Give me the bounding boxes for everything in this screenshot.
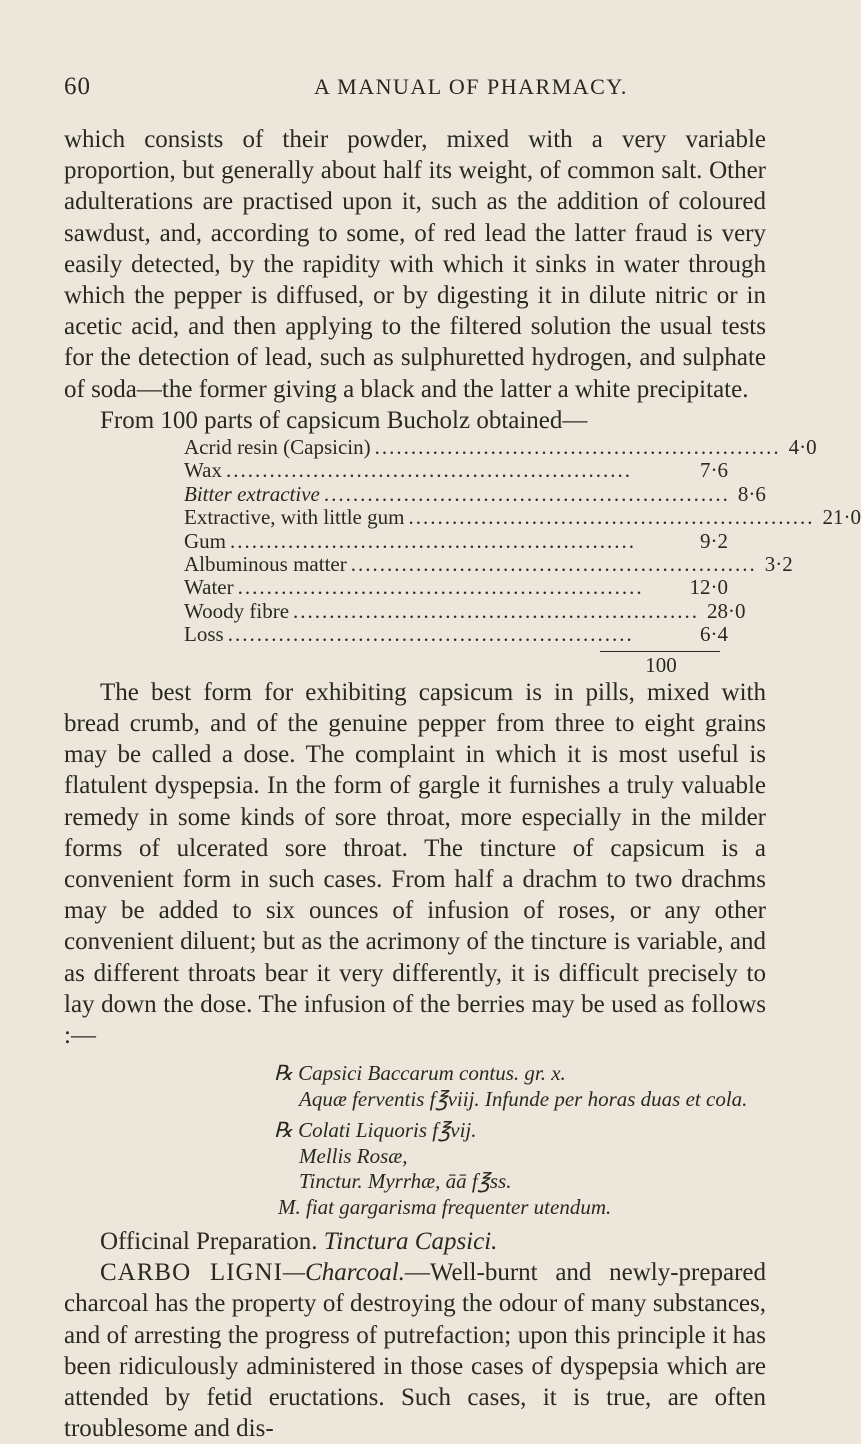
table-label: Wax bbox=[184, 458, 222, 483]
recipe-line: ℞ Colati Liquoris f℥vij. bbox=[274, 1118, 477, 1143]
dot-leader: ........................................................ bbox=[227, 622, 634, 647]
table-label: Bitter extractive bbox=[184, 481, 320, 506]
table-total bbox=[184, 654, 728, 677]
recipe-line: M. fiat gargarisma frequenter utendum. bbox=[278, 1194, 612, 1219]
table-row bbox=[184, 481, 766, 506]
dot-leader: ........................................................ bbox=[230, 528, 636, 553]
paragraph-adulteration: which consists of their powder, mixed with a very variable proportion, but generally about half its weight, of common salt. Other adulterations are practised upon it, such as the addition of coloured sawdust, and, according to some, of red lead the latter fraud is very easily detected, by the rapidity with which it sinks in water through which the pepper is diffused, or by digesting it in dilute nitric or in acetic acid, and then applying to the filtered solution the usual tests for the detection of lead, such as sulphuretted hydrogen, and sulphate of soda—the former giving a black and the latter a white precipitate. bbox=[64, 126, 766, 403]
carbo-heading: CARBO LIGNI bbox=[100, 1259, 283, 1287]
table-label: Extractive, with little gum bbox=[184, 505, 405, 530]
carbo-subtitle: —Charcoal. bbox=[282, 1259, 405, 1287]
table-label: Albuminous matter bbox=[184, 552, 347, 577]
dot-leader: ........................................................ bbox=[408, 505, 815, 530]
table-value: 6·4 bbox=[700, 622, 728, 647]
officinal-preparation-label: Officinal Preparation. bbox=[100, 1228, 318, 1256]
table-label: Loss bbox=[184, 622, 224, 647]
gargle-recipe bbox=[64, 1061, 766, 1220]
recipe-line: Tinctur. Myrrhæ, āā f℥ss. bbox=[299, 1169, 512, 1194]
table-row bbox=[184, 505, 861, 530]
paragraph-usage: The best form for exhibiting capsicum is in pills, mixed with bread crumb, and of the genuine pepper from three to eight grains may be called a dose. The complaint in which it is most useful is flatulent dyspepsia. In the form of gargle it furnishes a truly valuable remedy in some kinds of sore throat, more especially in the milder forms of ulcerated sore throat. The tincture of capsicum is a convenient form in such cases. From half a drachm to two drachms may be added to six ounces of infusion of roses, or any other convenient diluent; but as the acrimony of the tincture is variable, and as different throats bear it very differently, it is difficult precisely to lay down the dose. The infusion of the berries may be used as follows :— bbox=[64, 678, 766, 1049]
officinal-preparation bbox=[100, 1226, 766, 1257]
recipe-line: Aquæ ferventis f℥viij. Infunde per horas duas et cola. bbox=[299, 1086, 748, 1111]
page-header bbox=[64, 70, 766, 104]
dot-leader: ........................................................ bbox=[293, 598, 700, 623]
table-row bbox=[184, 435, 817, 460]
table-intro: From 100 parts of capsicum Bucholz obtained— bbox=[100, 406, 588, 434]
table-value: 4·0 bbox=[788, 435, 817, 460]
dot-leader: ........................................................ bbox=[350, 552, 757, 577]
table-label: Woody fibre bbox=[184, 598, 290, 623]
total-rule-wrap bbox=[184, 651, 728, 652]
table-total-value: 100 bbox=[645, 652, 677, 677]
table-value: 28·0 bbox=[707, 598, 746, 623]
table-label: Water bbox=[184, 575, 234, 600]
officinal-preparation-name: Tinctura Capsici. bbox=[323, 1228, 498, 1256]
running-head: A MANUAL OF PHARMACY. bbox=[314, 74, 628, 99]
dot-leader: ........................................................ bbox=[323, 481, 730, 506]
recipe-line: ℞ Capsici Baccarum contus. gr. x. bbox=[274, 1061, 566, 1086]
carbo-text: —Well-burnt and newly-prepared charcoal has the property of destroying the odour of many substances, and of arresting the progress of putrefaction; upon this principle it has been ridiculously administered in those cases of dyspepsia which are attended by fetid eructations. Such cases, it is true, are often troublesome and dis- bbox=[64, 1259, 766, 1443]
table-row bbox=[184, 576, 728, 599]
dot-leader: ........................................................ bbox=[225, 458, 632, 483]
table-value: 12·0 bbox=[689, 575, 728, 600]
table-value: 9·2 bbox=[700, 528, 728, 553]
page-number: 60 bbox=[64, 73, 91, 100]
table-value: 8·6 bbox=[737, 481, 766, 506]
table-value: 21·0 bbox=[822, 505, 861, 530]
dot-leader: ........................................................ bbox=[237, 575, 644, 600]
recipe-line: Mellis Rosæ, bbox=[299, 1143, 408, 1168]
analysis-table bbox=[184, 435, 861, 647]
table-row bbox=[184, 530, 728, 553]
total-rule bbox=[600, 651, 720, 652]
table-row bbox=[184, 459, 728, 482]
table-value: 3·2 bbox=[764, 552, 793, 577]
paragraph-carbo-ligni bbox=[64, 1257, 766, 1444]
table-row bbox=[184, 552, 793, 577]
table-row bbox=[184, 623, 728, 646]
table-row bbox=[184, 598, 746, 623]
table-value: 7·6 bbox=[700, 458, 728, 483]
table-label: Acrid resin (Capsicin) bbox=[184, 435, 371, 460]
table-label: Gum bbox=[184, 528, 226, 553]
dot-leader: ........................................................ bbox=[374, 435, 781, 460]
